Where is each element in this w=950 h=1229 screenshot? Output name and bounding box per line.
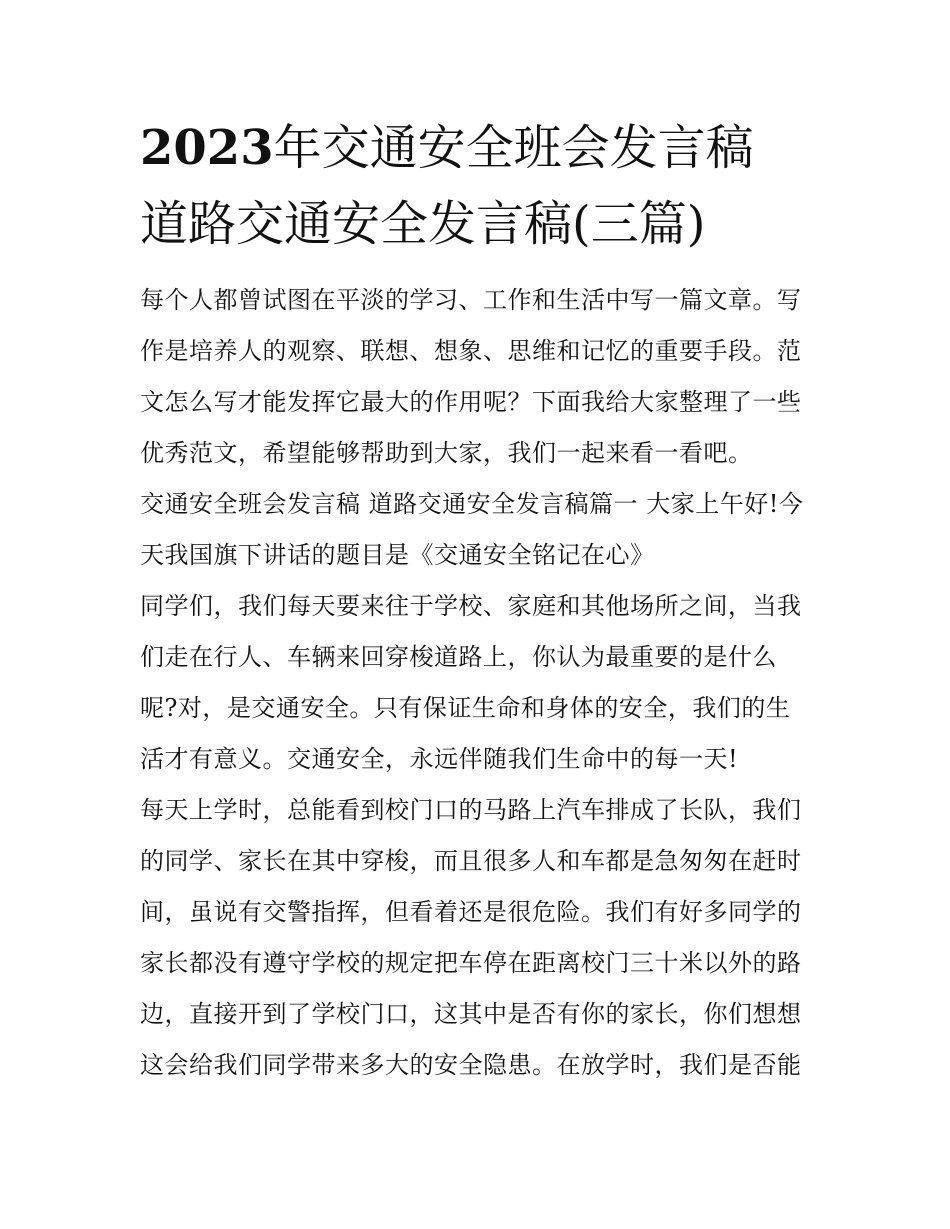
- title-line-1-text: 年交通安全班会发言稿: [273, 120, 754, 176]
- paragraph-speech-heading: 交通安全班会发言稿 道路交通安全发言稿篇一 大家上午好!今天我国旗下讲话的题目是《交通安全铭记在心》: [140, 490, 804, 569]
- paragraph-body-1: 同学们，我们每天要来往于学校、家庭和其他场所之间，当我们走在行人、车辆来回穿梭道路上，你认为最重要的是什么呢?对，是交通安全。只有保证生命和身体的安全，我们的生活才有意义。交通安全，永远伴随我们生命中的每一天!: [140, 592, 802, 773]
- title-year: 2023: [140, 120, 274, 176]
- document-title-line-1: [140, 118, 840, 178]
- paragraph-intro: 每个人都曾试图在平淡的学习、工作和生活中写一篇文章。写作是培养人的观察、联想、想象、思维和记忆的重要手段。范文怎么写才能发挥它最大的作用呢？下面我给大家整理了一些优秀范文，希望能够帮助到大家，我们一起来看一看吧。: [140, 286, 802, 467]
- paragraph-body-2: 每天上学时，总能看到校门口的马路上汽车排成了长队，我们的同学、家长在其中穿梭，而且很多人和车都是急匆匆在赶时间，虽说有交警指挥，但看着还是很危险。我们有好多同学的家长都没有遵守学校的规定把车停在距离校门三十米以外的路边，直接开到了学校门口，这其中是否有你的家长，你们想想这会给我们同学带来多大的安全隐患。在放学时，我们是否能: [140, 796, 802, 1079]
- document-title-line-2: 道路交通安全发言稿(三篇): [140, 196, 706, 252]
